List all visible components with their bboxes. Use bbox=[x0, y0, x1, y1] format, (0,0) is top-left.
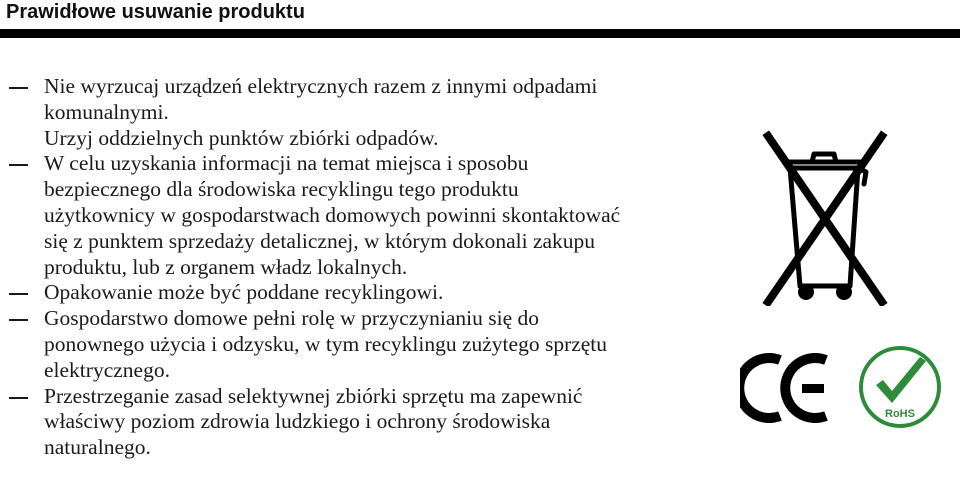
dash-bullet bbox=[9, 293, 28, 295]
list-item bbox=[0, 280, 720, 306]
list-item bbox=[0, 151, 720, 280]
rohs-label: RoHS bbox=[885, 408, 915, 420]
list-item bbox=[0, 306, 720, 383]
list-item bbox=[0, 384, 720, 461]
list-item-line: W celu uzyskania informacji na temat miejsca i sposobu bbox=[44, 151, 529, 176]
list-item-line: komunalnymi. bbox=[44, 99, 169, 124]
dash-bullet bbox=[9, 319, 28, 321]
disposal-instructions-list bbox=[0, 74, 720, 461]
list-item-line: naturalnego. bbox=[44, 435, 151, 460]
list-item-line: bezpiecznego dla środowiska recyklingu tego produktu bbox=[44, 177, 519, 202]
list-item-line: Gospodarstwo domowe pełni rolę w przyczynianiu się do bbox=[44, 306, 539, 331]
list-item-line: się z punktem sprzedaży detalicznej, w którym dokonali zakupu bbox=[44, 228, 596, 253]
rohs-badge bbox=[858, 345, 942, 429]
list-item-line: elektrycznego. bbox=[44, 357, 170, 382]
list-item-line: użytkownicy w gospodarstwach domowych powinni skontaktować bbox=[44, 202, 621, 227]
dash-bullet bbox=[9, 164, 28, 166]
page-title: Prawidłowe usuwanie produktu bbox=[6, 1, 305, 23]
list-item bbox=[0, 74, 720, 151]
list-item-line: Przestrzeganie zasad selektywnej zbiórki sprzętu ma zapewnić bbox=[44, 383, 583, 408]
ce-mark-icon bbox=[740, 352, 832, 424]
list-item-line: Urzyj oddzielnych punktów zbiórki odpadów. bbox=[44, 125, 439, 150]
list-item-line: produktu, lub z organem władz lokalnych. bbox=[44, 254, 408, 279]
list-item-line: właściwy poziom zdrowia ludzkiego i ochrony środowiska bbox=[44, 409, 551, 434]
list-item-line: ponownego użycia i odzysku, w tym recyklingu zużytego sprzętu bbox=[44, 331, 608, 356]
list-item-line: Nie wyrzucaj urządzeń elektrycznych razem z innymi odpadami bbox=[44, 74, 598, 98]
title-underline-bar bbox=[0, 29, 960, 38]
dash-bullet bbox=[9, 397, 28, 399]
dash-bullet bbox=[9, 87, 28, 89]
list-item-line: Opakowanie może być poddane recyklingowi. bbox=[44, 280, 444, 305]
rohs-check-icon bbox=[858, 345, 942, 429]
crossed-out-wheelie-bin-icon bbox=[760, 126, 890, 306]
